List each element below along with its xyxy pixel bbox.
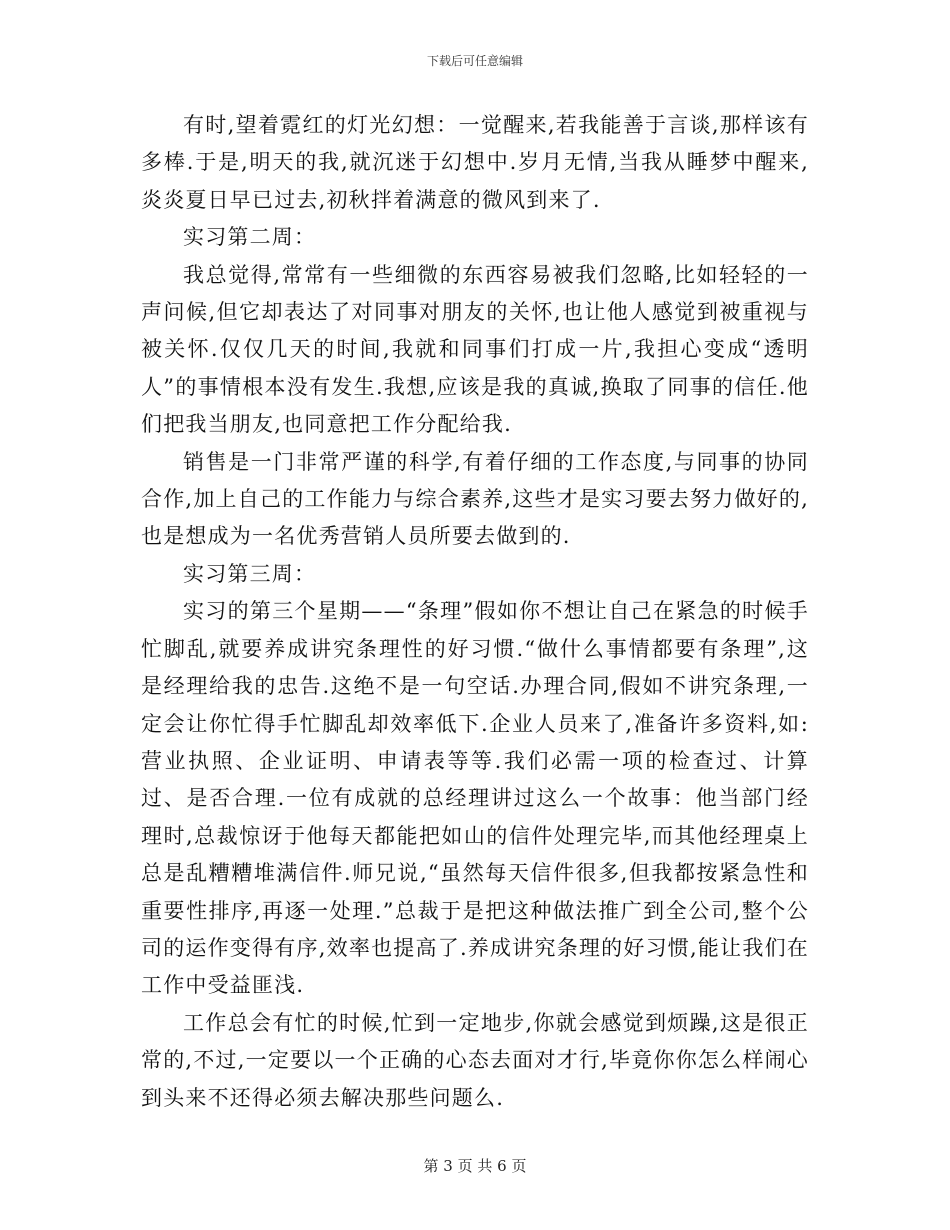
paragraph-neon-fantasy: 有时,望着霓红的灯光幻想：一觉醒来,若我能善于言谈,那样该有多棒.于是,明天的我,就沉迷于幻想中.岁月无情,当我从睡梦中醒来,炎炎夏日早已过去,初秋拌着满意的微风到来了. <box>141 113 809 212</box>
paragraph-sales-science: 销售是一门非常严谨的科学,有着仔细的工作态度,与同事的协同合作,加上自己的工作能力与综合素养,这些才是实习要去努力做好的,也是想成为一名优秀营销人员所要去做到的. <box>141 449 809 549</box>
page-number: 第 3 页 共 6 页 <box>423 1157 527 1175</box>
paragraph-small-things: 我总觉得,常常有一些细微的东西容易被我们忽略,比如轻轻的一声问候,但它却表达了对同事对朋友的关怀,也让他人感觉到被重视与被关怀.仅仅几天的时间,我就和同事们打成一片,我担心变成“透明人”的事情根本没有发生.我想,应该是我的真诚,换取了同事的信任.他们把我当朋友,也同意把工作分配给我. <box>141 262 809 437</box>
paragraph-orderliness: 实习的第三个星期——“条理”假如你不想让自己在紧急的时候手忙脚乱,就要养成讲究条理性的好习惯.“做什么事情都要有条理”,这是经理给我的忠告.这绝不是一句空话.办理合同,假如不讲究条理,一定会让你忙得手忙脚乱却效率低下.企业人员来了,准备许多资料,如:营业执照、企业证明、申请表等等.我们必需一项的检查过、计算过、是否合理.一位有成就的总经理讲过这么一个故事：他当部门经理时,总裁惊讶于他每天都能把如山的信件处理完毕,而其他经理桌上总是乱糟糟堆满信件.师兄说,“虽然每天信件很多,但我都按紧急性和重要性排序,再逐一处理.”总裁于是把这种做法推广到全公司,整个公司的运作变得有序,效率也提高了.养成讲究条理的好习惯,能让我们在工作中受益匪浅. <box>141 599 809 998</box>
document-body <box>141 107 809 1117</box>
heading-week-three: 实习第三周： <box>183 561 317 586</box>
heading-week-two: 实习第二周： <box>183 225 317 250</box>
paragraph-busy-mindset: 工作总会有忙的时候,忙到一定地步,你就会感觉到烦躁,这是很正常的,不过,一定要以一个正确的心态去面对才行,毕竟你你怎么样闹心到头来不还得必须去解决那些问题么. <box>141 1010 809 1110</box>
page-header-note: 下载后可任意编辑 <box>426 54 523 68</box>
